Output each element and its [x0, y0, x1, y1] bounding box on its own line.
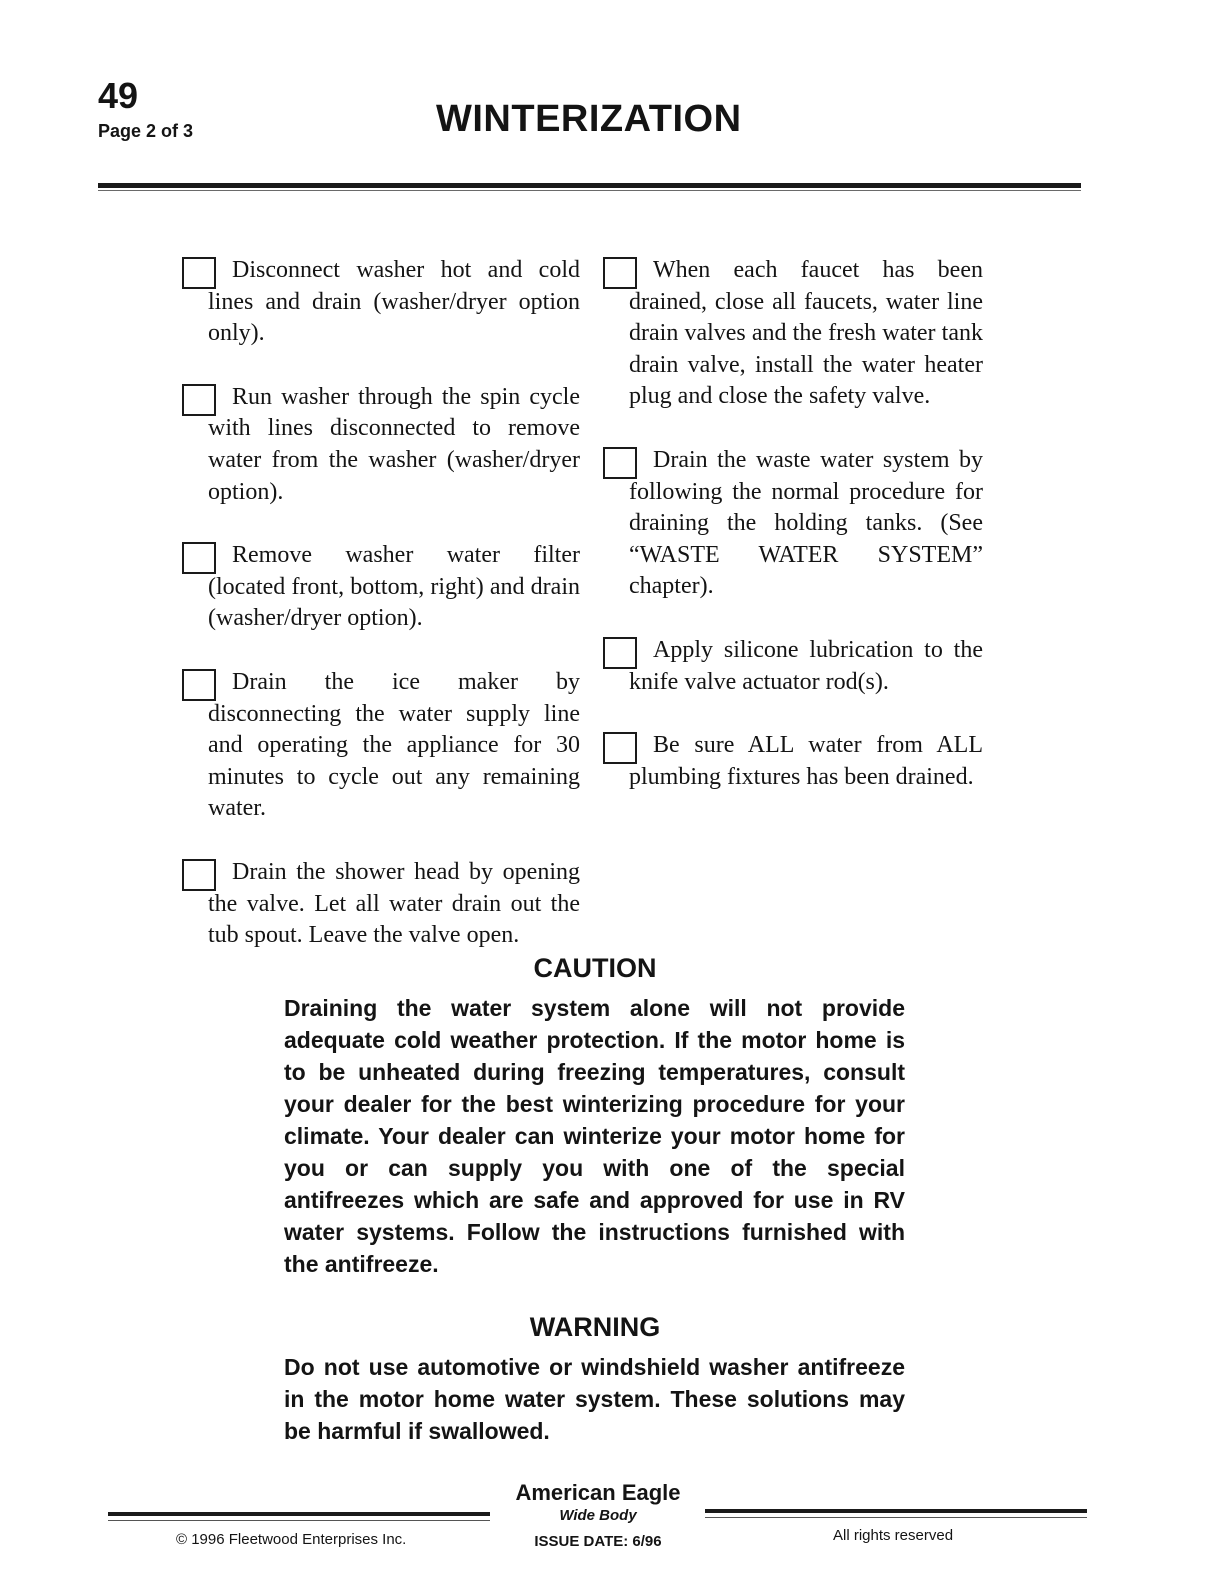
footer-rule-right	[705, 1509, 1087, 1513]
checkbox[interactable]	[182, 859, 216, 891]
footer-brand: American Eagle	[515, 1480, 681, 1505]
checkbox[interactable]	[603, 637, 637, 669]
checklist-item-text: When each faucet has been drained, close all faucets, water line drain valves and the fresh water tank drain valve, install the water heater plug and close the safety valve.	[629, 257, 983, 410]
checkbox[interactable]	[603, 257, 637, 289]
footer-copyright: © 1996 Fleetwood Enterprises Inc.	[176, 1531, 407, 1548]
checklist-item-text: Drain the shower head by opening the valve. Let all water drain out the tub spout. Leave the valve open.	[208, 858, 580, 949]
checkbox[interactable]	[182, 542, 216, 574]
page-of-label: Page 2 of 3	[98, 121, 194, 141]
footer-rule-left-thin	[108, 1520, 490, 1521]
checklist-right-column	[603, 255, 983, 825]
page-number: 49	[98, 75, 139, 116]
checkbox[interactable]	[603, 447, 637, 479]
checklist-item	[603, 255, 983, 413]
checklist-item-text: Apply silicone lubrication to the knife valve actuator rod(s).	[629, 636, 983, 695]
checklist-item	[182, 255, 580, 350]
footer-rule-right-thin	[705, 1517, 1087, 1518]
checkbox[interactable]	[603, 732, 637, 764]
footer-rights: All rights reserved	[833, 1527, 954, 1544]
checklist-left-column	[182, 255, 580, 984]
checklist-item-text: Be sure ALL water from ALL plumbing fixtures has been drained.	[629, 732, 983, 790]
footer-issue-date: ISSUE DATE: 6/96	[534, 1533, 662, 1550]
page-title: WINTERIZATION	[436, 98, 742, 140]
checklist-item-text: Disconnect washer hot and cold lines and drain (washer/dryer option only).	[208, 257, 580, 347]
header-rule-thin	[98, 190, 1081, 191]
checkbox[interactable]	[182, 257, 216, 289]
checklist-item	[182, 667, 580, 825]
checklist-item	[182, 857, 580, 952]
footer-model: Wide Body	[559, 1507, 637, 1524]
caution-body: Draining the water system alone will not provide adequate cold weather protection. If the motor home is to be unheated during freezing temperatures, consult your dealer for the best winterizing procedure for your climate. Your dealer can winterize your motor home for you or can supply you with one of the special antifreezes which are safe and approved for use in RV water systems. Follow the instructions furnished with the antifreeze.	[284, 995, 905, 1277]
checklist-item	[182, 382, 580, 508]
checklist-item	[603, 635, 983, 698]
warning-body: Do not use automotive or windshield washer antifreeze in the motor home water system. These solutions may be harmful if swallowed.	[284, 1354, 905, 1444]
checklist-item	[182, 540, 580, 635]
checklist-item-text: Drain the waste water system by following the normal procedure for draining the holding tanks. (See “WASTE WATER SYSTEM” chapter).	[629, 446, 983, 600]
caution-title: CAUTION	[533, 953, 657, 983]
header-rule	[98, 183, 1081, 188]
footer-rule-left	[108, 1512, 490, 1516]
checklist-item	[603, 730, 983, 793]
checkbox[interactable]	[182, 384, 216, 416]
warning-title: WARNING	[529, 1312, 661, 1342]
checklist-item-text: Run washer through the spin cycle with lines disconnected to remove water from the washer (washer/dryer option).	[208, 383, 580, 505]
checklist-item	[603, 445, 983, 603]
checkbox[interactable]	[182, 669, 216, 701]
checklist-item-text: Remove washer water filter (located front, bottom, right) and drain (washer/dryer option).	[208, 542, 580, 632]
checklist-item-text: Drain the ice maker by disconnecting the water supply line and operating the appliance for 30 minutes to cycle out any remaining water.	[208, 668, 580, 822]
